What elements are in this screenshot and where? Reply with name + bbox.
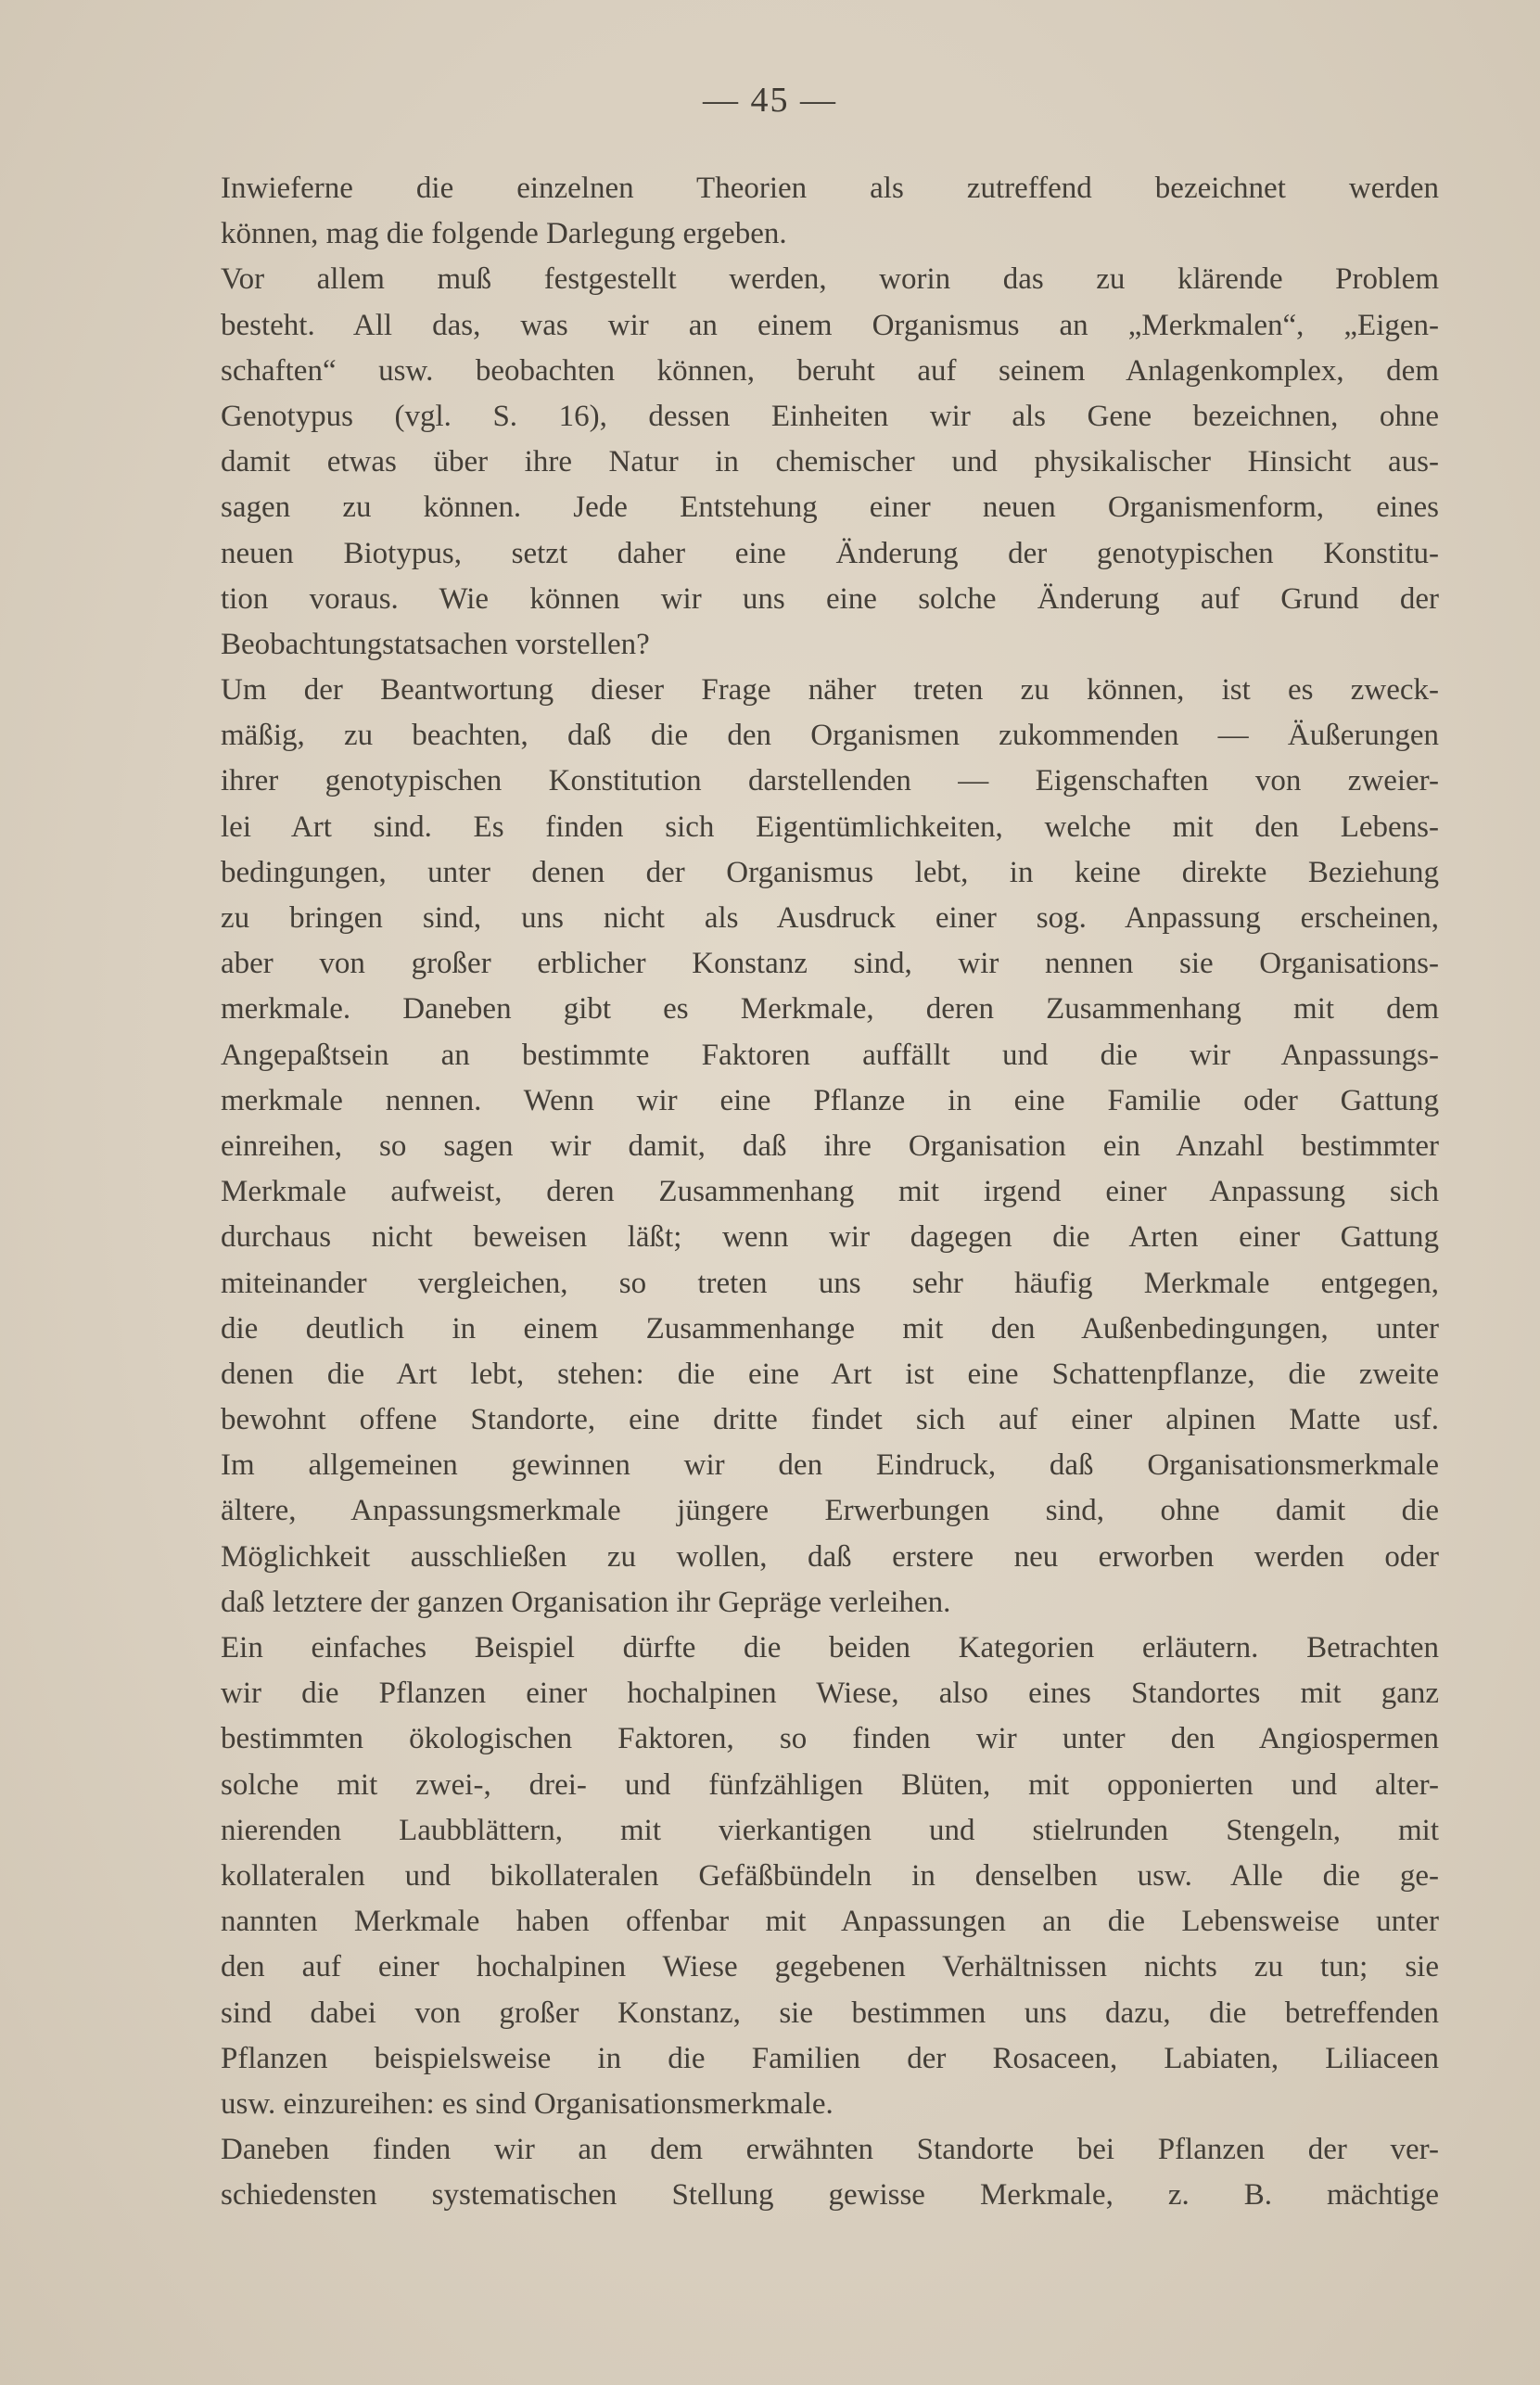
text-line: die deutlich in einem Zusammenhange mit den Außenbedingungen, unter (221, 1311, 1439, 1346)
text-line: merkmale nennen. Wenn wir eine Pflanze in eine Familie oder Gattung (221, 1083, 1439, 1117)
text-line: Pflanzen beispielsweise in die Familien der Rosaceen, Labiaten, Liliaceen (221, 2041, 1439, 2075)
text-line: denen die Art lebt, stehen: die eine Art ist eine Schattenpflanze, die zweite (221, 1357, 1439, 1391)
text-line: wir die Pflanzen einer hochalpinen Wiese, also eines Standortes mit ganz (221, 1677, 1439, 1711)
text-line: besteht. All das, was wir an einem Organismus an „Merkmalen“, „Eigen- (221, 308, 1439, 342)
text-line: merkmale. Daneben gibt es Merkmale, deren Zusammenhang mit dem (221, 992, 1439, 1027)
text-line: bedingungen, unter denen der Organismus lebt, in keine direkte Beziehung (221, 855, 1439, 889)
text-line: Vor allem muß festgestellt werden, worin das zu klärende Problem (221, 262, 1439, 297)
text-line: bewohnt offene Standorte, eine dritte findet sich auf einer alpinen Matte usf. (221, 1403, 1439, 1437)
text-line: neuen Biotypus, setzt daher eine Änderung der genotypischen Konstitu- (221, 536, 1439, 570)
text-line: einreihen, so sagen wir damit, daß ihre Organisation ein Anzahl bestimmter (221, 1129, 1439, 1163)
text-line: zu bringen sind, uns nicht als Ausdruck einer sog. Anpassung erscheinen, (221, 901, 1439, 935)
text-line: Daneben finden wir an dem erwähnten Standorte bei Pflanzen der ver- (221, 2133, 1439, 2167)
text-line: schiedensten systematischen Stellung gewisse Merkmale, z. B. mächtige (221, 2178, 1439, 2213)
text-line: Merkmale aufweist, deren Zusammenhang mit irgend einer Anpassung sich (221, 1175, 1439, 1209)
text-line: Inwieferne die einzelnen Theorien als zutreffend bezeichnet werden (221, 172, 1439, 205)
text-line: sind dabei von großer Konstanz, sie bestimmen uns dazu, die betreffenden (221, 1996, 1439, 2030)
text-line: tion voraus. Wie können wir uns eine solche Änderung auf Grund der (221, 581, 1439, 616)
text-line: ihrer genotypischen Konstitution darstellenden — Eigenschaften von zweier- (221, 764, 1439, 798)
text-line: miteinander vergleichen, so treten uns sehr häufig Merkmale entgegen, (221, 1266, 1439, 1300)
text-line: kollateralen und bikollateralen Gefäßbündeln in denselben usw. Alle die ge- (221, 1858, 1439, 1893)
text-line: solche mit zwei-, drei- und fünfzähligen Blüten, mit opponierten und alter- (221, 1767, 1439, 1802)
body-text (221, 166, 1439, 2218)
text-line: Um der Beantwortung dieser Frage näher treten zu können, ist es zweck- (221, 673, 1439, 708)
text-line: usw. einzureihen: es sind Organisationsmerkmale. (221, 2086, 834, 2121)
text-line: daß letztere der ganzen Organisation ihr Gepräge verleihen. (221, 1585, 951, 1619)
text-line: sagen zu können. Jede Entstehung einer neuen Organismenform, eines (221, 491, 1439, 525)
text-line: mäßig, zu beachten, daß die den Organismen zukommenden — Äußerungen (221, 719, 1439, 753)
text-line: nierenden Laubblättern, mit vierkantigen und stielrunden Stengeln, mit (221, 1813, 1439, 1847)
text-line: Im allgemeinen gewinnen wir den Eindruck, daß Organisationsmerkmale (221, 1448, 1439, 1483)
page-number: — 45 — (703, 81, 837, 120)
text-line: Genotypus (vgl. S. 16), dessen Einheiten wir als Gene bezeichnen, ohne (221, 399, 1439, 433)
text-line: lei Art sind. Es finden sich Eigentümlichkeiten, welche mit den Lebens- (221, 810, 1439, 844)
text-line: aber von großer erblicher Konstanz sind, wir nennen sie Organisations- (221, 947, 1439, 981)
text-line: durchaus nicht beweisen läßt; wenn wir dagegen die Arten einer Gattung (221, 1220, 1439, 1255)
text-line: können, mag die folgende Darlegung ergeben. (221, 217, 787, 251)
text-line: nannten Merkmale haben offenbar mit Anpassungen an die Lebensweise unter (221, 1905, 1439, 1939)
text-line: Möglichkeit ausschließen zu wollen, daß erstere neu erworben werden oder (221, 1539, 1439, 1574)
text-line: schaften“ usw. beobachten können, beruht auf seinem Anlagenkomplex, dem (221, 353, 1439, 388)
text-line: Angepaßtsein an bestimmte Faktoren auffällt und die wir Anpassungs- (221, 1038, 1439, 1072)
text-line: bestimmten ökologischen Faktoren, so finden wir unter den Angiospermen (221, 1722, 1439, 1756)
text-line: den auf einer hochalpinen Wiese gegebenen Verhältnissen nichts zu tun; sie (221, 1950, 1439, 1984)
text-line: Ein einfaches Beispiel dürfte die beiden Kategorien erläutern. Betrachten (221, 1631, 1439, 1664)
text-line: ältere, Anpassungsmerkmale jüngere Erwerbungen sind, ohne damit die (221, 1494, 1439, 1528)
text-line: Beobachtungstatsachen vorstellen? (221, 627, 650, 661)
text-line: damit etwas über ihre Natur in chemischer und physikalischer Hinsicht aus- (221, 445, 1439, 479)
